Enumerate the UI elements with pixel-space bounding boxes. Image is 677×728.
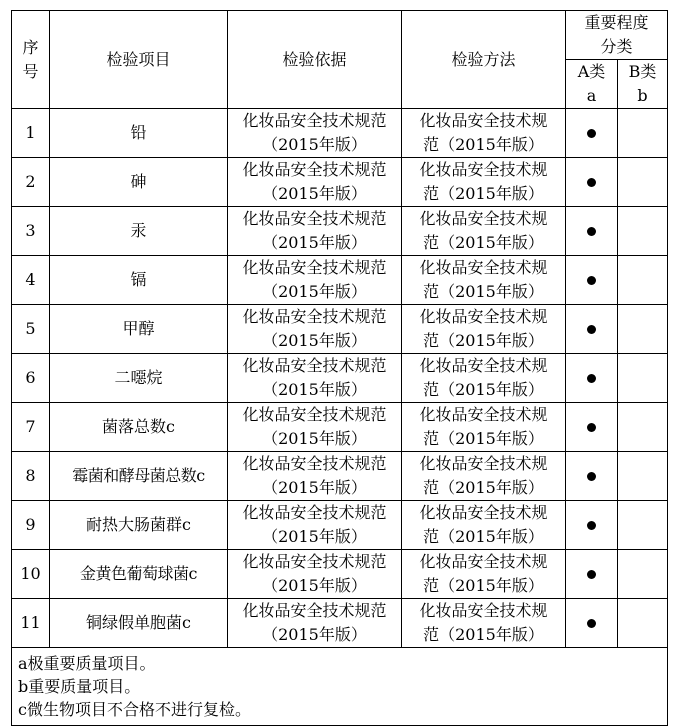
row-basis: 化妆品安全技术规范（2015年版） [228,109,402,158]
row-method: 化妆品安全技术规范（2015年版） [402,158,566,207]
table-row [12,501,668,550]
importance-dot-icon [587,423,596,432]
row-class-b [618,354,668,403]
row-method: 化妆品安全技术规范（2015年版） [402,501,566,550]
row-item: 砷 [50,158,228,207]
row-basis: 化妆品安全技术规范（2015年版） [228,403,402,452]
table-body [12,109,668,648]
table-row [12,403,668,452]
table-notes [12,648,668,726]
table-row [12,452,668,501]
row-class-b [618,158,668,207]
row-class-a [566,550,618,599]
row-class-b [618,550,668,599]
row-basis: 化妆品安全技术规范（2015年版） [228,550,402,599]
importance-dot-icon [587,227,596,236]
row-class-a [566,207,618,256]
importance-dot-icon [587,129,596,138]
row-method: 化妆品安全技术规范（2015年版） [402,305,566,354]
row-basis: 化妆品安全技术规范（2015年版） [228,256,402,305]
row-method: 化妆品安全技术规范（2015年版） [402,403,566,452]
row-basis: 化妆品安全技术规范（2015年版） [228,599,402,648]
importance-dot-icon [587,619,596,628]
header-importance: 重要程度分类 [566,11,668,60]
header-class-b: B类b [618,60,668,109]
row-class-b [618,109,668,158]
inspection-items-table [11,10,668,726]
row-item: 金黄色葡萄球菌c [50,550,228,599]
header-class-a: A类a [566,60,618,109]
row-item: 汞 [50,207,228,256]
row-basis: 化妆品安全技术规范（2015年版） [228,452,402,501]
row-basis: 化妆品安全技术规范（2015年版） [228,305,402,354]
row-item: 霉菌和酵母菌总数c [50,452,228,501]
row-class-a [566,403,618,452]
row-class-b [618,501,668,550]
importance-dot-icon [587,521,596,530]
row-class-a [566,501,618,550]
row-class-b [618,599,668,648]
importance-dot-icon [587,325,596,334]
row-item: 镉 [50,256,228,305]
row-class-a [566,452,618,501]
row-number: 7 [12,403,50,452]
row-item: 甲醇 [50,305,228,354]
header-item: 检验项目 [50,11,228,109]
row-basis: 化妆品安全技术规范（2015年版） [228,501,402,550]
row-item: 菌落总数c [50,403,228,452]
inspection-items-document [11,10,667,726]
row-number: 9 [12,501,50,550]
importance-dot-icon [587,570,596,579]
row-basis: 化妆品安全技术规范（2015年版） [228,207,402,256]
row-method: 化妆品安全技术规范（2015年版） [402,452,566,501]
row-number: 4 [12,256,50,305]
importance-dot-icon [587,472,596,481]
row-class-b [618,256,668,305]
note-b: b重要质量项目。 [18,677,141,696]
row-class-b [618,207,668,256]
row-number: 2 [12,158,50,207]
row-number: 5 [12,305,50,354]
row-item: 铅 [50,109,228,158]
importance-dot-icon [587,178,596,187]
row-class-a [566,158,618,207]
notes-cell [12,648,668,726]
row-method: 化妆品安全技术规范（2015年版） [402,354,566,403]
row-basis: 化妆品安全技术规范（2015年版） [228,354,402,403]
importance-dot-icon [587,276,596,285]
row-method: 化妆品安全技术规范（2015年版） [402,109,566,158]
row-class-b [618,305,668,354]
row-item: 二噁烷 [50,354,228,403]
row-method: 化妆品安全技术规范（2015年版） [402,256,566,305]
row-class-a [566,305,618,354]
row-class-b [618,403,668,452]
row-class-a [566,109,618,158]
row-number: 10 [12,550,50,599]
row-class-a [566,354,618,403]
row-class-a [566,256,618,305]
row-number: 3 [12,207,50,256]
header-seq: 序号 [12,11,50,109]
table-row [12,550,668,599]
row-number: 11 [12,599,50,648]
row-class-b [618,452,668,501]
importance-dot-icon [587,374,596,383]
table-row [12,599,668,648]
table-row [12,354,668,403]
table-row [12,305,668,354]
row-method: 化妆品安全技术规范（2015年版） [402,599,566,648]
row-number: 1 [12,109,50,158]
row-method: 化妆品安全技术规范（2015年版） [402,550,566,599]
table-row [12,158,668,207]
row-item: 耐热大肠菌群c [50,501,228,550]
note-a: a极重要质量项目。 [18,654,156,673]
table-row [12,256,668,305]
header-basis: 检验依据 [228,11,402,109]
row-class-a [566,599,618,648]
row-method: 化妆品安全技术规范（2015年版） [402,207,566,256]
table-row [12,207,668,256]
header-row [12,11,668,60]
table-row [12,109,668,158]
row-basis: 化妆品安全技术规范（2015年版） [228,158,402,207]
header-method: 检验方法 [402,11,566,109]
note-c: c微生物项目不合格不进行复检。 [18,700,251,719]
row-number: 6 [12,354,50,403]
row-item: 铜绿假单胞菌c [50,599,228,648]
row-number: 8 [12,452,50,501]
